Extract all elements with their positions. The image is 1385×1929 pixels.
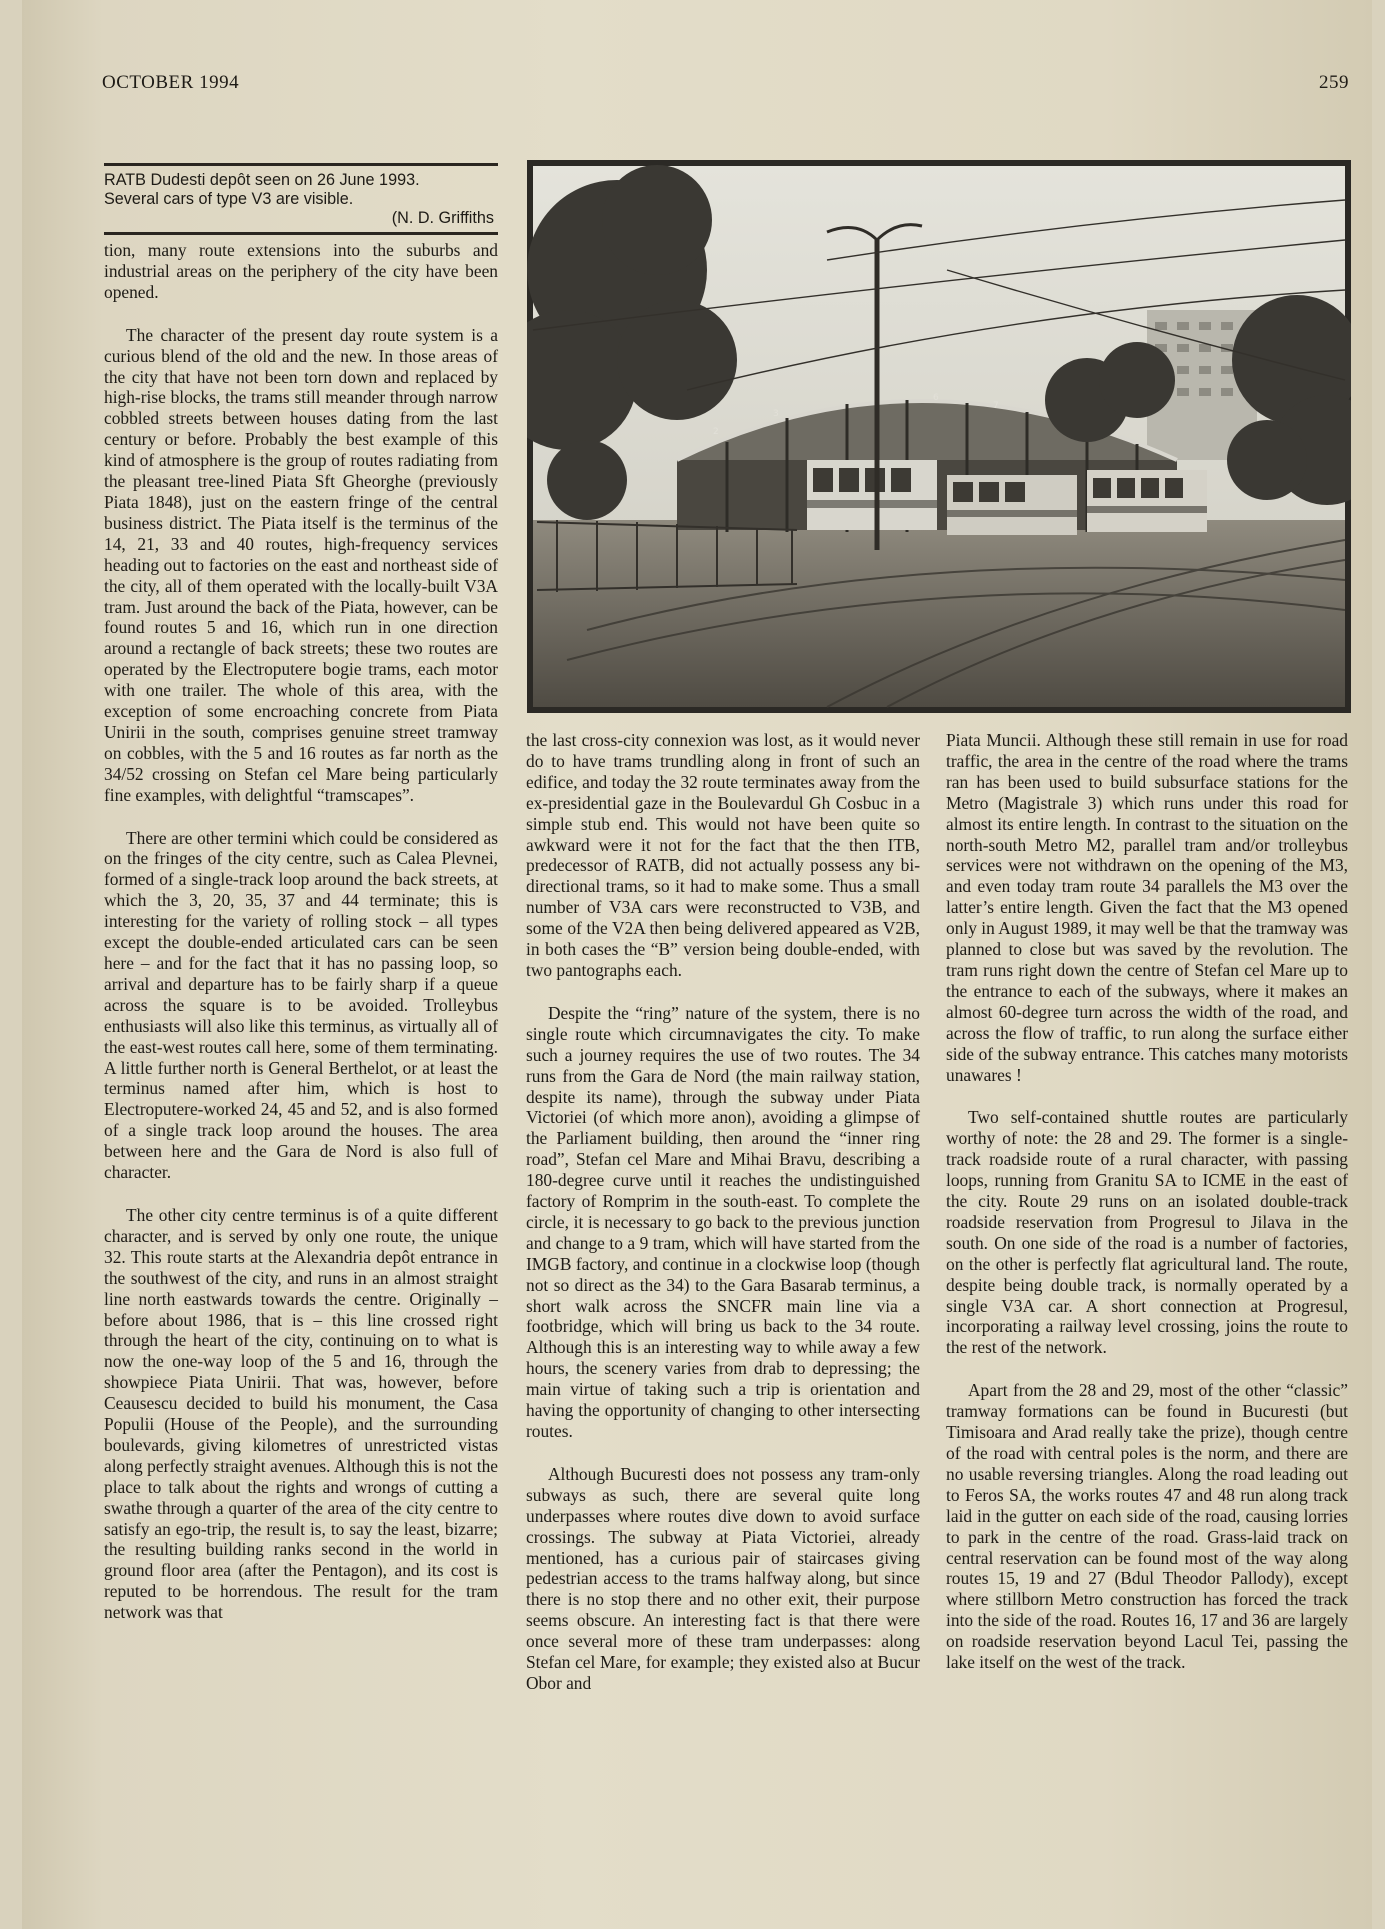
paragraph: There are other termini which could be considered as on the fringes of the city centre, such as Calea Plevnei, formed of a single-track loop around the back streets, at which the 3, 20, 35, 37 and 44 terminate; this is interesting for the variety of rolling stock – all types except the double-ended articulated cars can be seen here – and for the fact that it has no passing loop, so arrival and departure has to be fairly sharp if a queue across the square is to be avoided. Trolleybus enthusiasts will also like this terminus, as virtually all of the east-west routes call here, some of them terminating. A little further north is General Berthelot, or at least the terminus named after him, which is host to Electroputere-worked 24, 45 and 52, and is also formed of a single track loop around the houses. The area between here and the Gara de Nord is also full of character. (104, 827, 498, 1183)
depot-number: 2 (713, 427, 719, 437)
page-number: 259 (1319, 72, 1349, 93)
text-column-2 (526, 730, 920, 1694)
running-head-date: OCTOBER 1994 (102, 72, 240, 93)
depot-number: 3 (773, 409, 779, 419)
paragraph: tion, many route extensions into the suburbs and industrial areas on the periphery of the city have been opened. (104, 240, 498, 302)
paragraph: Although Bucuresti does not possess any tram-only subways as such, there are several quite long underpasses where routes dive down to avoid surface crossings. The subway at Piata Victoriei, already mentioned, has a curious pair of staircases giving pedestrian access to the trams halfway along, but since there is no stop there and no other exit, their purpose seems obscure. An interesting fact is that there were once several more of these tram underpasses: along Stefan cel Mare, for example; they existed also at Bucur Obor and (526, 1463, 920, 1693)
text-column-3 (946, 730, 1348, 1673)
paragraph: the last cross-city connexion was lost, as it would never do to have trams trundling along in front of such an edifice, and today the 32 route terminates away from the ex-presidential gaze in the Boulevardul Gh Cosbuc in a simple stub end. This would not have been quite so awkward were it not for the fact that the then ITB, predecessor of RATB, did not actually possess any bi-directional trams, so it had to make some. Thus a small number of V3A cars were reconstructed to V3B, and some of the V2A then being delivered appeared as V2B, in both cases the “B” version being double-ended, with two pantographs each. (526, 730, 920, 980)
photo-caption (104, 163, 498, 235)
caption-line: Several cars of type V3 are visible. (104, 190, 354, 208)
paragraph: Apart from the 28 and 29, most of the other “classic” tramway formations can be found in Bucuresti (but Timisoara and Arad really take the prize), though centre of the road with central poles is the norm, and there are no usable reversing triangles. Along the road leading out to Feros SA, the works routes 47 and 48 run along track laid in the gutter on each side of the road, causing lorries to park in the centre of the road. Grass-laid track on central reservation can be found most of the way along routes 15, 19 and 27 (Bdul Theodor Pallody), except where stillborn Metro construction has forced the track into the side of the road. Routes 16, 17 and 36 are largely on roadside reservation beyond Lacul Tei, passing the lake itself on the west of the track. (946, 1380, 1348, 1673)
depot-number: 7 (993, 401, 999, 411)
photo-credit: (N. D. Griffiths (391, 209, 494, 227)
page (22, 0, 1372, 1929)
depot-photo (527, 160, 1351, 713)
depot-number: 6 (933, 393, 939, 403)
paragraph: Two self-contained shuttle routes are particularly worthy of note: the 28 and 29. The former is a single-track roadside route of a rural character, with passing loops, running from Granitu SA to ICME in the east of the city. Route 29 runs on an isolated double-track roadside reservation from Progresul to Jilava in the south. On one side of the road is a number of factories, on the other is perfectly flat agricultural land. The route, despite being double track, is normally operated by a single V3A car. A short connection at Progresul, incorporating a railway level crossing, joins the route to the rest of the network. (946, 1107, 1348, 1358)
paragraph: The character of the present day route system is a curious blend of the old and the new. In those areas of the city that have not been torn down and replaced by high-rise blocks, the trams still meander through narrow cobbled streets between houses dating from the last century or before. Probably the best example of this kind of atmosphere is the group of routes radiating from the pleasant tree-lined Piata Sft Gheorghe (previously Piata 1848), just on the eastern fringe of the central business district. The Piata itself is the terminus of the 14, 21, 33 and 40 routes, high-frequency services heading out to factories on the east and northeast side of the city, all of them operated with the locally-built V3A tram. Just around the back of the Piata, however, can be found routes 5 and 16, which run in one direction around a rectangle of back streets; these two routes are operated by the Electroputere bogie trams, each motor with one trailer. The whole of this area, with the exception of some encroaching concrete from Piata Unirii in the south, comprises genuine street tramway on cobbles, with the 5 and 16 routes as far north as the 34/52 crossing on Stefan cel Mare being particularly fine examples, with delightful “tramscapes”. (104, 324, 498, 805)
paragraph: Despite the “ring” nature of the system, there is no single route which circumnavigates the city. To make such a journey requires the use of two routes. The 34 runs from the Gara de Nord (the main railway station, despite its name), through the subway under Piata Victoriei (of which more anon), avoiding a glimpse of the Parliament building, then around the “inner ring road”, Stefan cel Mare and Mihai Bravu, describing a 180-degree curve until it reaches the undistinguished factory of Romprim in the south-east. To complete the circle, it is necessary to go back to the previous junction and change to a 9 tram, which will have started from the IMGB factory, and continue in a clockwise loop (though not so direct as the 34) to the Gara Basarab terminus, a short walk across the SNCFR main line via a footbridge, which will bring us back to the 34 route. Although this is an interesting way to while away a few hours, the scenery varies from drab to depressing; the main virtue of taking such a trip is orientation and having the opportunity of changing to other intersecting routes. (526, 1002, 920, 1441)
caption-line: RATB Dudesti depôt seen on 26 June 1993. (104, 171, 420, 189)
paragraph: Piata Muncii. Although these still remain in use for road traffic, the area in the centre of the road where the trams ran has been used to build subsurface stations for the Metro (Magistrale 3) which runs under this road for almost its entire length. In contrast to the situation on the north-south Metro M2, parallel tram and/or trolleybus services were not withdrawn on the opening of the M3, and even today tram route 34 parallels the M3 over the latter’s entire length. Given the fact that the M3 opened only in August 1989, it may well be that the tramway was planned to close but was saved by the revolution. The tram runs right down the centre of Stefan cel Mare up to the entrance to each of the subways, where it makes an almost 60-degree turn across the width of the road, and across the flow of traffic, to run along the surface either side of the subway entrance. This catches many motorists unawares ! (946, 730, 1348, 1085)
paragraph: The other city centre terminus is of a quite different character, and is served by only one route, the unique 32. This route starts at the Alexandria depôt entrance in the southwest of the city, and runs in an almost straight line north eastwards towards the centre. Originally – before about 1986, that is – this line crossed right through the heart of the city, continuing on to what is now the one-way loop of the 5 and 16, through the showpiece Piata Unirii. That was, however, before Ceausescu decided to build his monument, the Casa Populii (House of the People), and the surrounding boulevards, giving kilometres of unrestricted vistas along perfectly straight avenues. Although this is not the place to talk about the rights and wrongs of cutting a swathe through a quarter of the area of the city centre to satisfy an ego-trip, the result is, to say the least, bizarre; the resulting building ranks second in the world in ground floor area (after the Pentagon), and its cost is reputed to be horrendous. The result for the tram network was that (104, 1204, 498, 1623)
text-column-1 (104, 240, 498, 1623)
depot-photo-image (527, 160, 1351, 713)
